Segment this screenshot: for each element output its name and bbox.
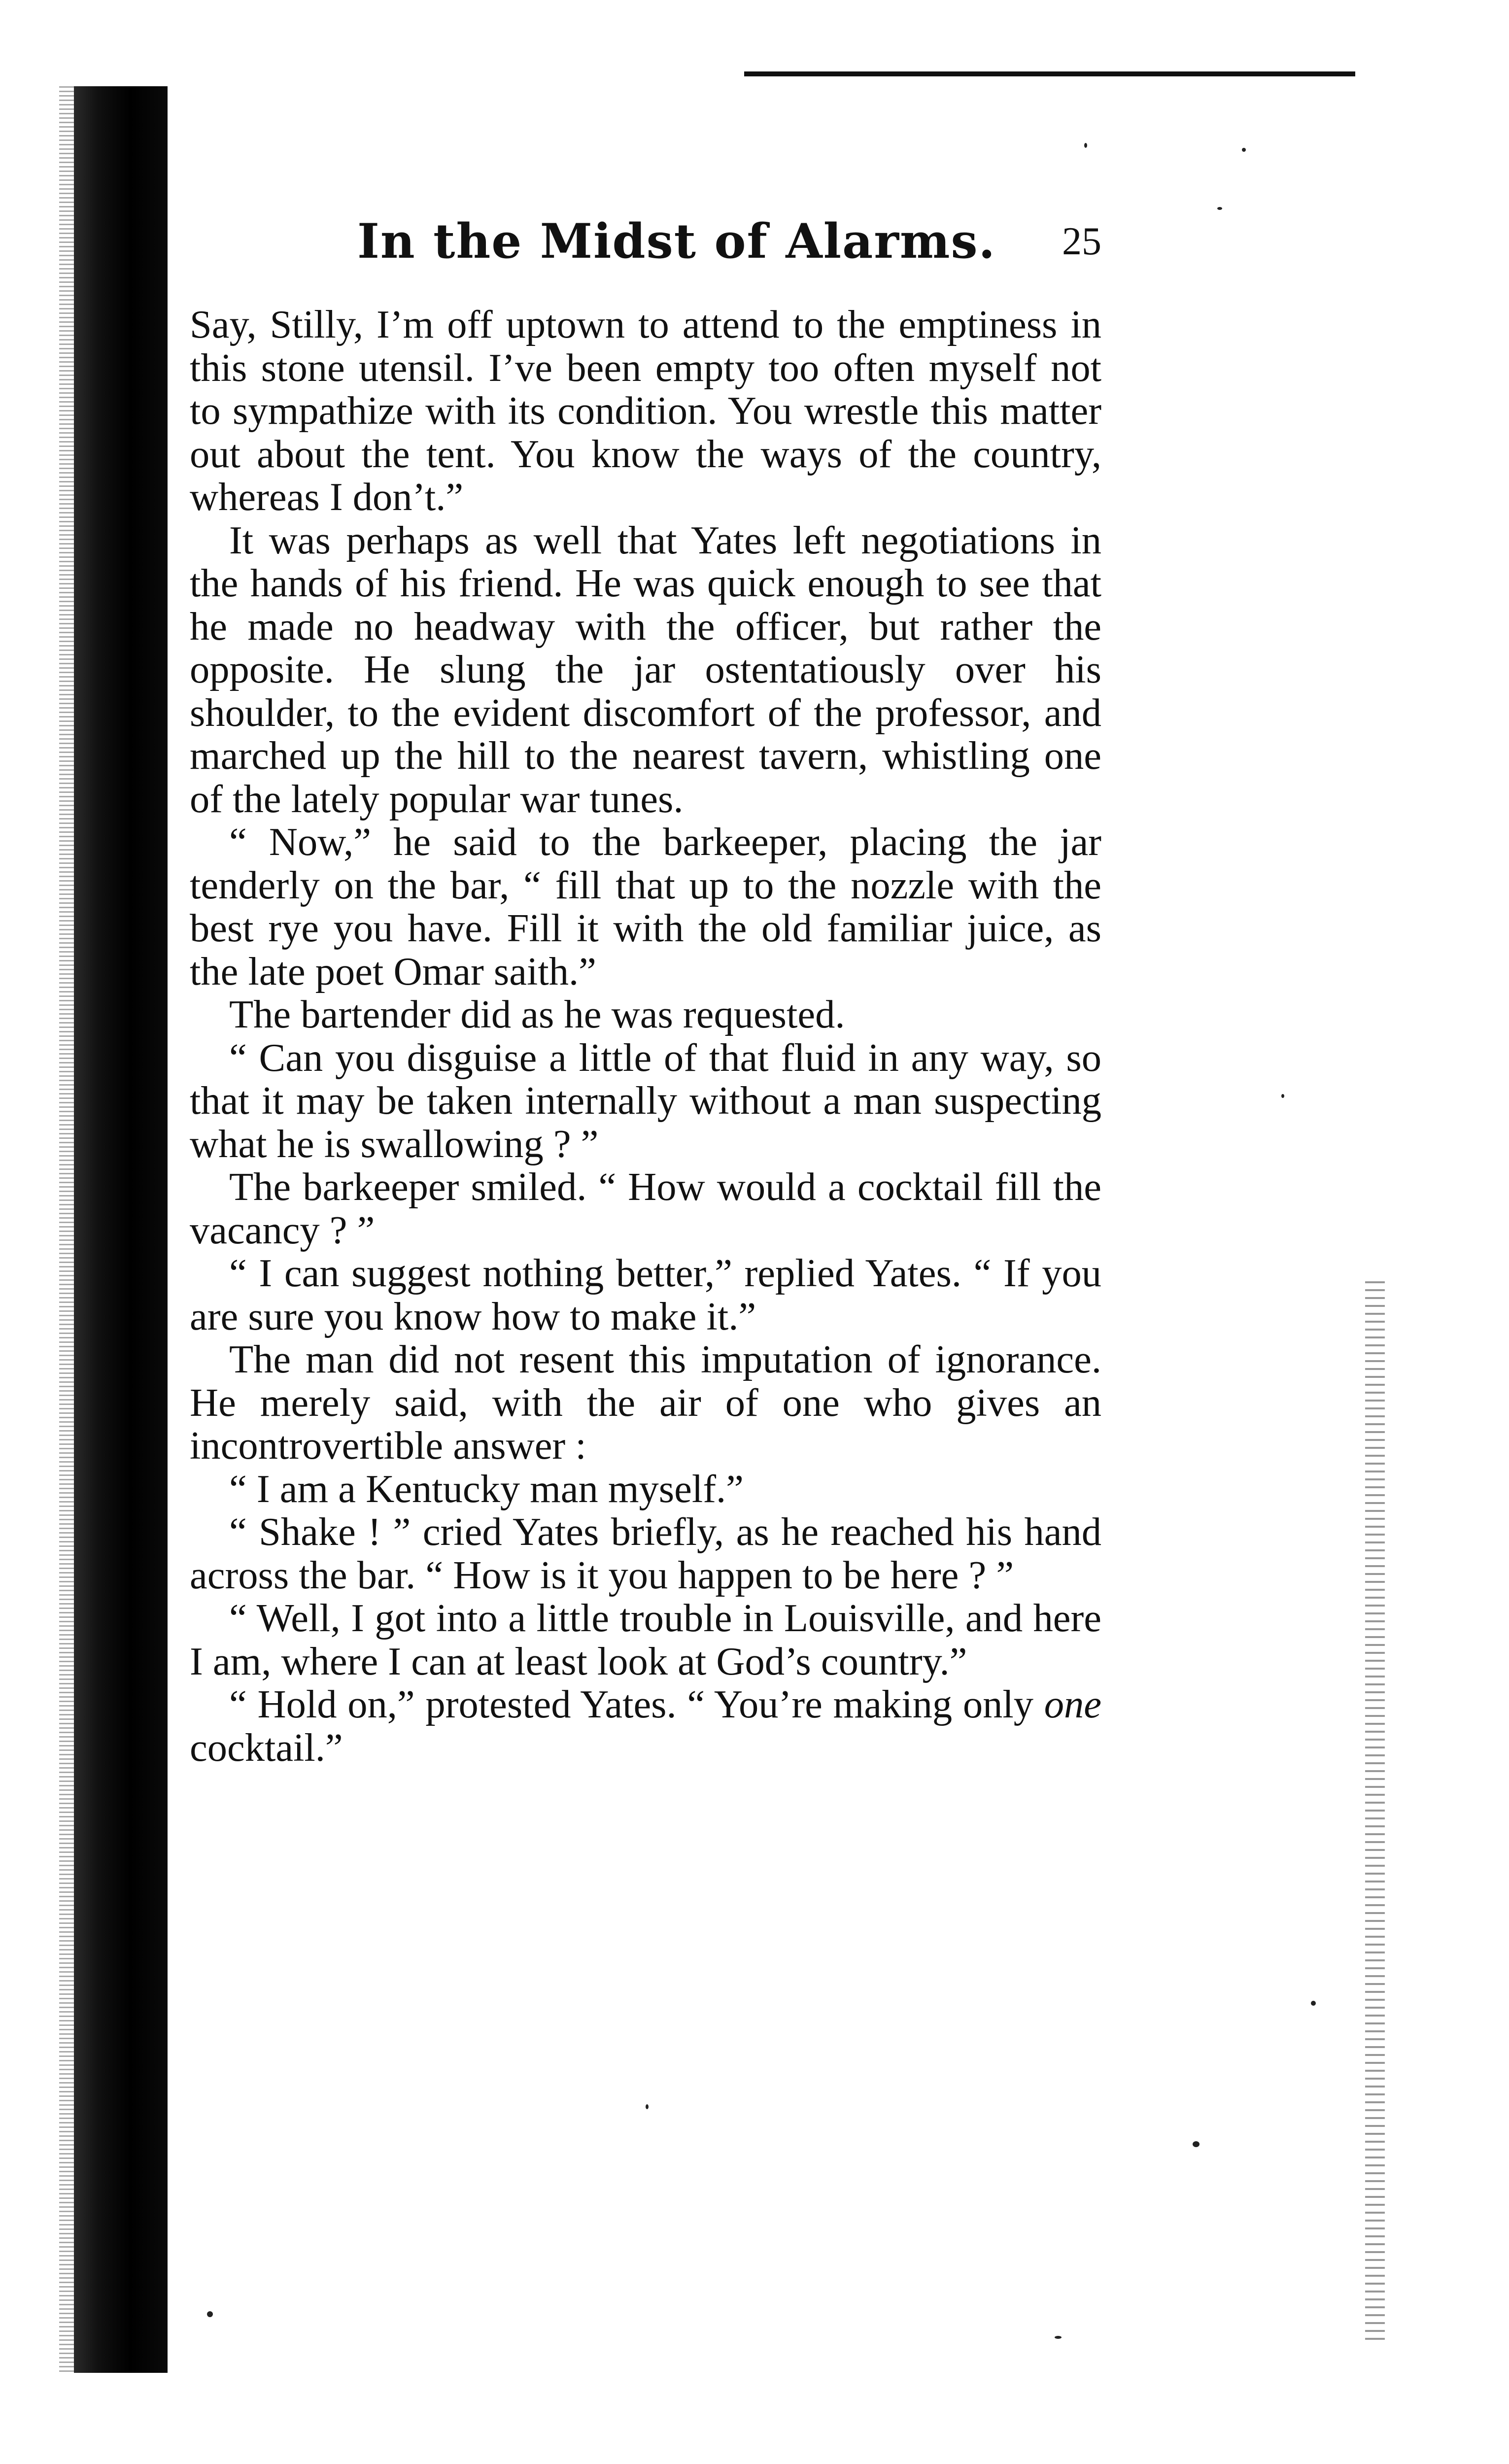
scan-speck	[1193, 2141, 1200, 2147]
scan-speck	[1311, 2001, 1316, 2006]
running-head	[190, 207, 1101, 276]
paragraph: “ I am a Kentucky man myself.”	[229, 1467, 744, 1511]
binding-gutter-shadow	[74, 86, 168, 2373]
paragraph: “ Can you disguise a little of that fluid in any way, so that it may be taken internally without a man suspecting what he is swallowing ? ”	[190, 1035, 1101, 1166]
scan-speck	[1217, 207, 1222, 210]
paragraph: Say, Stilly, I’m off uptown to attend to the emptiness in this stone utensil. I’ve been empty too often myself not to sympathize with its condition. You wrestle this matter out about the tent. You know the ways of the country, whereas I don’t.”	[190, 303, 1101, 519]
scan-speck	[646, 2104, 649, 2109]
right-edge-noise	[1365, 1281, 1385, 2341]
last-paragraph-end: cocktail.”	[190, 1725, 343, 1770]
last-paragraph-start: “ Hold on,” protested Yates. “ You’re making only	[229, 1682, 1044, 1726]
page-number: 25	[1062, 220, 1101, 263]
paragraph: “ Well, I got into a little trouble in Louisville, and here I am, where I can at least look at God’s country.”	[190, 1596, 1101, 1683]
last-paragraph	[190, 1683, 1101, 1769]
paragraph: “ Now,” he said to the barkeeper, placing the jar tenderly on the bar, “ fill that up to the nozzle with the best rye you have. Fill it with the old familiar juice, as the late poet Omar saith.”	[190, 820, 1101, 993]
scan-speck	[1084, 143, 1087, 148]
paragraph: The barkeeper smiled. “ How would a cocktail fill the vacancy ? ”	[190, 1165, 1101, 1252]
scan-speck	[1055, 2336, 1062, 2339]
paragraph: The bartender did as he was requested.	[229, 992, 845, 1036]
body-text	[190, 303, 1101, 1769]
emphasized-word: one	[1044, 1682, 1101, 1726]
top-scan-rule	[744, 71, 1355, 76]
paragraph: “ Shake ! ” cried Yates briefly, as he reached his hand across the bar. “ How is it you happen to be here ? ”	[190, 1510, 1101, 1597]
paragraph: “ I can suggest nothing better,” replied Yates. “ If you are sure you know how to make it.”	[190, 1251, 1101, 1338]
running-title: In the Midst of Alarms.	[357, 213, 996, 269]
paragraph: It was perhaps as well that Yates left negotiations in the hands of his friend. He was quick enough to see that he made no headway with the officer, but rather the opposite. He slung the jar ostentatiously over his shoulder, to the evident discomfort of the professor, and marched up the hill to the nearest tavern, whistling one of the lately popular war tunes.	[190, 518, 1101, 821]
scan-speck	[207, 2311, 213, 2317]
scan-speck	[1242, 148, 1246, 152]
scan-speck	[1281, 1094, 1284, 1098]
paragraph: The man did not resent this imputation of ignorance. He merely said, with the air of one who gives an incontrovertible answer :	[190, 1337, 1101, 1468]
